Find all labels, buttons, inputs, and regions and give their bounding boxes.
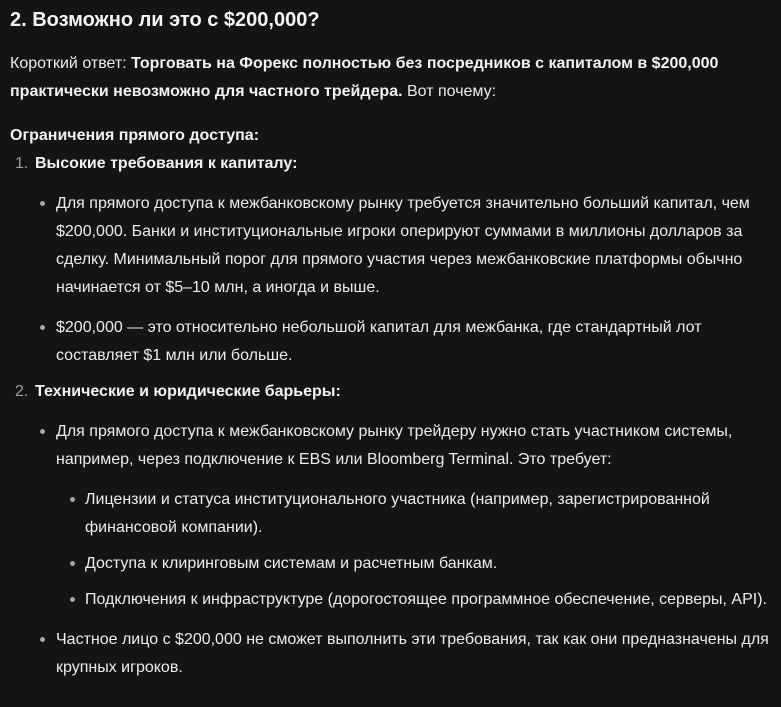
bullet-item — [35, 190, 773, 302]
sub-bullet-text: Лицензии и статуса институционального участника (например, зарегистрированной финансовой компании). — [85, 491, 710, 536]
bullet-item — [35, 418, 773, 614]
bullet-list — [35, 190, 773, 370]
subsection-label-text: Ограничения прямого доступа: — [10, 127, 260, 144]
list-item-number: 2. — [15, 383, 29, 400]
sub-bullet-item — [56, 550, 773, 578]
sub-bullet-text: Доступа к клиринговым системам и расчетным банкам. — [85, 555, 498, 572]
bullet-icon — [40, 637, 45, 642]
intro-bold-statement: Торговать на Форекс полностью без посредников с капиталом в $200,000 практически невозможно для частного трейдера. — [10, 55, 719, 100]
bullet-text: Частное лицо с $200,000 не сможет выполнить эти требования, так как они предназначены для крупных игроков. — [56, 631, 769, 676]
bullet-icon — [70, 497, 75, 502]
sub-bullet-item — [56, 486, 773, 542]
bullet-icon — [40, 201, 45, 206]
section-heading: 2. Возможно ли это с $200,000? — [10, 9, 320, 31]
list-item-title-text: Технические и юридические барьеры: — [35, 383, 341, 400]
intro-suffix: Вот почему: — [402, 83, 497, 100]
bullet-icon — [40, 325, 45, 330]
bullet-icon — [70, 561, 75, 566]
bullet-text: $200,000 — это относительно небольшой капитал для межбанка, где стандартный лот составляет $1 млн или больше. — [56, 319, 702, 364]
bullet-icon — [70, 597, 75, 602]
bullet-item — [35, 626, 773, 682]
subsection-label — [10, 122, 773, 150]
list-item-capital-requirements — [15, 150, 773, 370]
intro-paragraph — [10, 50, 773, 106]
intro-prefix: Короткий ответ: — [10, 55, 132, 72]
list-item-technical-legal-barriers — [15, 378, 773, 682]
list-item-title-text: Высокие требования к капиталу: — [35, 155, 298, 172]
bullet-icon — [40, 429, 45, 434]
list-item-number: 1. — [15, 155, 29, 172]
sub-bullet-item — [56, 586, 773, 614]
list-item-title — [35, 378, 773, 406]
bullet-list — [35, 418, 773, 682]
sub-bullet-text: Подключения к инфраструктуре (дорогостоящее программное обеспечение, серверы, API). — [85, 591, 767, 608]
bullet-text: Для прямого доступа к межбанковскому рынку трейдеру нужно стать участником системы, например, через подключение к EBS или Bloomberg Terminal. Это требует: — [56, 423, 733, 468]
bullet-item — [35, 314, 773, 370]
list-item-body — [35, 378, 773, 682]
sub-bullet-list — [56, 486, 773, 614]
numbered-list — [10, 150, 773, 682]
bullet-text: Для прямого доступа к межбанковскому рынку требуется значительно больший капитал, чем $200,000. Банки и институциональные игроки оперируют суммами в миллионы долларов за сделку. Минимальный порог для прямого участия через межбанковские платформы обычно начинается от $5–10 млн, а иногда и выше. — [56, 195, 750, 296]
list-item-body — [35, 150, 773, 370]
list-item-title — [35, 150, 773, 178]
